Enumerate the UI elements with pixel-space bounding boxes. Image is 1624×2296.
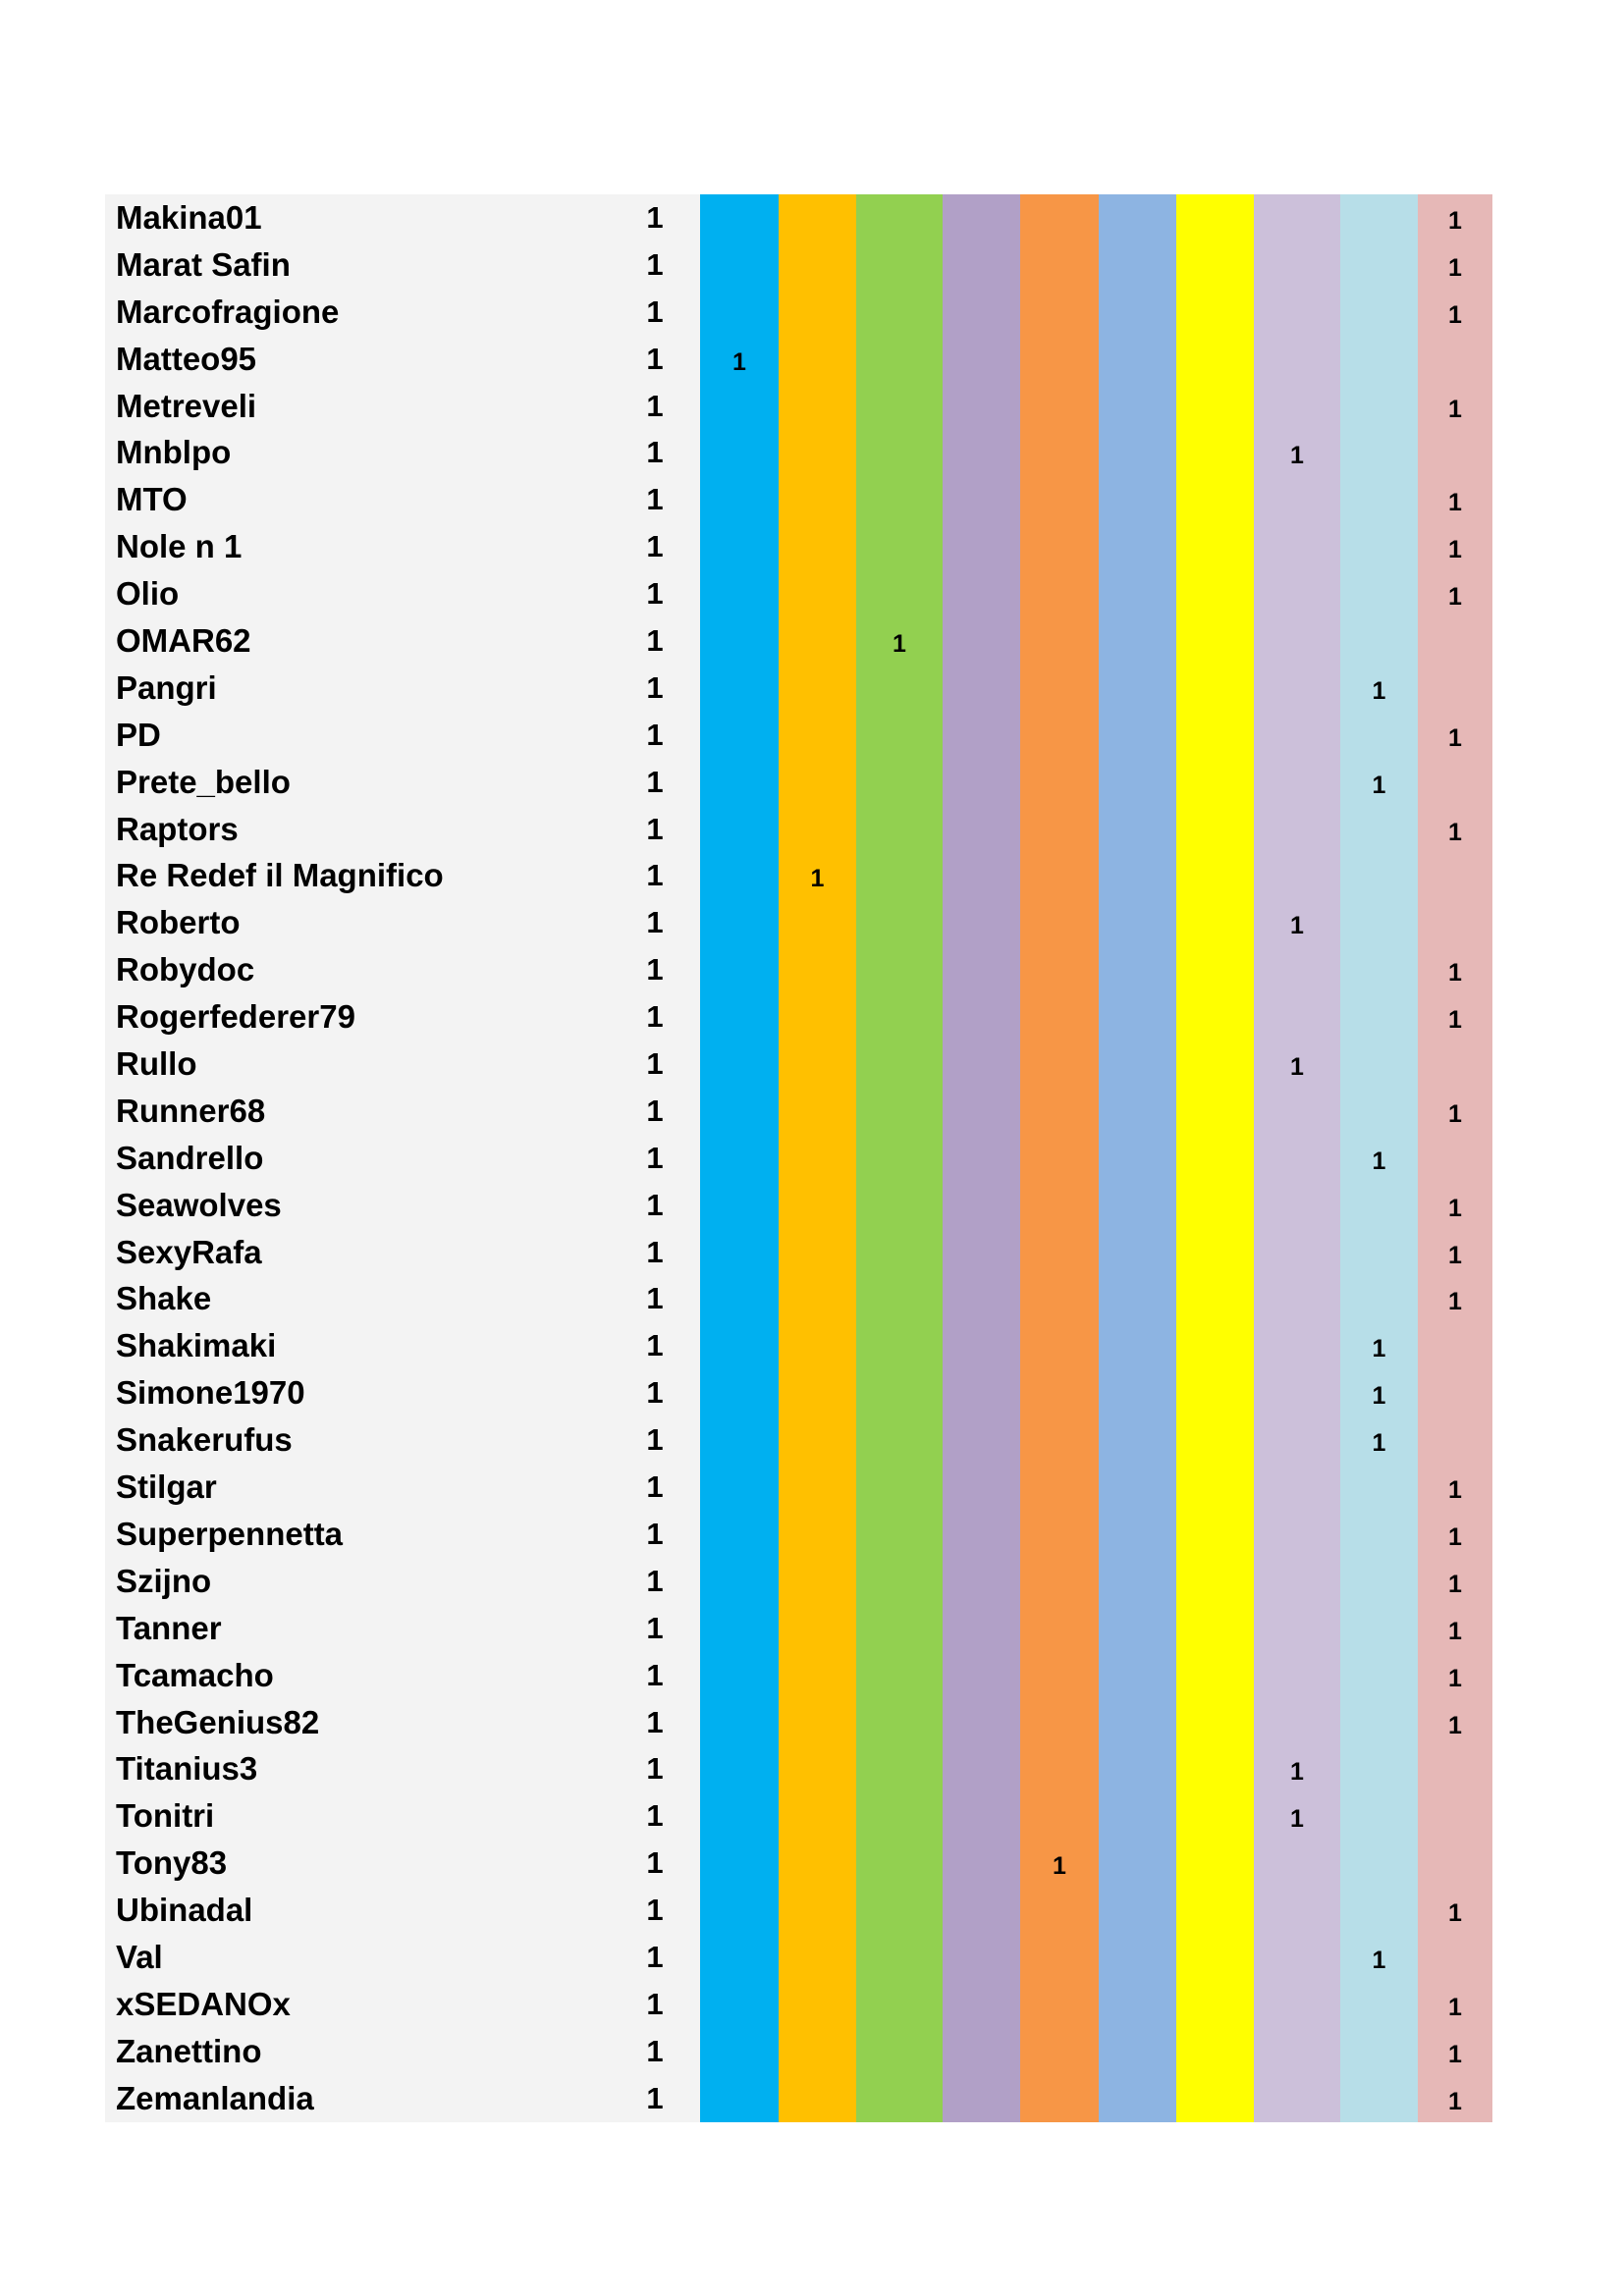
column-mark: 1 bbox=[1448, 489, 1462, 517]
player-name: Rullo bbox=[116, 1045, 197, 1083]
player-name: Roberto bbox=[116, 904, 241, 941]
table-row bbox=[105, 617, 1492, 665]
table-row bbox=[105, 1135, 1492, 1182]
column-mark: 1 bbox=[1448, 959, 1462, 988]
table-row bbox=[105, 1182, 1492, 1229]
column-mark: 1 bbox=[1290, 912, 1304, 940]
player-total: 1 bbox=[646, 1704, 664, 1739]
player-total: 1 bbox=[646, 1657, 664, 1692]
column-mark: 1 bbox=[1448, 1241, 1462, 1269]
player-name: Nole n 1 bbox=[116, 528, 243, 565]
table-rows bbox=[105, 194, 1492, 2122]
player-name: Runner68 bbox=[116, 1092, 266, 1129]
player-name: Zemanlandia bbox=[116, 2079, 314, 2116]
player-name: PD bbox=[116, 716, 161, 753]
column-mark: 1 bbox=[810, 865, 825, 893]
player-name: Marcofragione bbox=[116, 293, 340, 330]
column-mark: 1 bbox=[1372, 1429, 1386, 1458]
player-total: 1 bbox=[646, 294, 664, 329]
table-row bbox=[105, 1934, 1492, 1981]
player-total: 1 bbox=[646, 905, 664, 940]
column-mark: 1 bbox=[1290, 1805, 1304, 1834]
column-mark: 1 bbox=[1448, 1194, 1462, 1222]
table-row bbox=[105, 429, 1492, 476]
column-mark: 1 bbox=[1448, 1522, 1462, 1551]
player-total: 1 bbox=[646, 1563, 664, 1598]
table-row bbox=[105, 1699, 1492, 1746]
player-name: Val bbox=[116, 1938, 163, 1975]
player-total: 1 bbox=[646, 1375, 664, 1411]
player-total: 1 bbox=[646, 2033, 664, 2068]
table-row bbox=[105, 1088, 1492, 1135]
player-name: Raptors bbox=[116, 810, 239, 847]
table-row bbox=[105, 2075, 1492, 2122]
table-row bbox=[105, 2028, 1492, 2075]
table-row bbox=[105, 1275, 1492, 1322]
table-row bbox=[105, 1558, 1492, 1605]
player-name: Titanius3 bbox=[116, 1750, 258, 1788]
player-total: 1 bbox=[646, 1610, 664, 1645]
player-name: Simone1970 bbox=[116, 1374, 305, 1412]
player-name: Mnblpo bbox=[116, 434, 232, 471]
player-name: MTO bbox=[116, 481, 188, 518]
player-total: 1 bbox=[646, 1140, 664, 1175]
player-total: 1 bbox=[646, 1328, 664, 1363]
player-name: SexyRafa bbox=[116, 1233, 262, 1270]
column-mark: 1 bbox=[1448, 1993, 1462, 2021]
table-row bbox=[105, 336, 1492, 383]
player-name: Olio bbox=[116, 575, 180, 613]
player-total: 1 bbox=[646, 341, 664, 376]
player-total: 1 bbox=[646, 1187, 664, 1222]
player-total: 1 bbox=[646, 1751, 664, 1787]
table-row bbox=[105, 665, 1492, 712]
column-mark: 1 bbox=[1448, 253, 1462, 282]
column-mark: 1 bbox=[1290, 1053, 1304, 1082]
table-row bbox=[105, 523, 1492, 570]
table-row bbox=[105, 1605, 1492, 1652]
player-total: 1 bbox=[646, 529, 664, 564]
column-mark: 1 bbox=[1448, 1099, 1462, 1128]
player-name: OMAR62 bbox=[116, 622, 251, 660]
table-row bbox=[105, 1369, 1492, 1416]
player-total: 1 bbox=[646, 764, 664, 799]
player-name: Robydoc bbox=[116, 951, 255, 988]
column-mark: 1 bbox=[1448, 2040, 1462, 2068]
table-row bbox=[105, 289, 1492, 336]
player-name: Ubinadal bbox=[116, 1892, 253, 1929]
column-mark: 1 bbox=[1372, 1335, 1386, 1363]
table-row bbox=[105, 899, 1492, 946]
table-row bbox=[105, 1416, 1492, 1464]
table-row bbox=[105, 1041, 1492, 1088]
player-total: 1 bbox=[646, 246, 664, 282]
player-total: 1 bbox=[646, 1986, 664, 2021]
player-total: 1 bbox=[646, 858, 664, 893]
score-sheet bbox=[105, 194, 1492, 2122]
player-name: Stilgar bbox=[116, 1468, 217, 1506]
column-mark: 1 bbox=[1290, 1758, 1304, 1787]
player-total: 1 bbox=[646, 1281, 664, 1316]
player-name: xSEDANOx bbox=[116, 1985, 291, 2022]
table-row bbox=[105, 1981, 1492, 2028]
table-row bbox=[105, 476, 1492, 523]
player-name: Pangri bbox=[116, 668, 217, 706]
table-row bbox=[105, 759, 1492, 806]
table-row bbox=[105, 806, 1492, 853]
column-mark: 1 bbox=[1372, 1147, 1386, 1175]
player-name: Tcamacho bbox=[116, 1656, 274, 1693]
player-name: Sandrello bbox=[116, 1139, 264, 1176]
table-row bbox=[105, 1229, 1492, 1276]
table-row bbox=[105, 194, 1492, 241]
player-name: Zanettino bbox=[116, 2032, 262, 2069]
column-mark: 1 bbox=[1448, 1570, 1462, 1598]
player-total: 1 bbox=[646, 1046, 664, 1082]
player-total: 1 bbox=[646, 999, 664, 1035]
player-name: Seawolves bbox=[116, 1186, 282, 1223]
player-total: 1 bbox=[646, 1939, 664, 1974]
table-row bbox=[105, 1840, 1492, 1887]
column-mark: 1 bbox=[1372, 1382, 1386, 1411]
player-name: Marat Safin bbox=[116, 245, 291, 283]
player-total: 1 bbox=[646, 952, 664, 988]
table-row bbox=[105, 1652, 1492, 1699]
player-name: Shake bbox=[116, 1280, 212, 1317]
player-name: Shakimaki bbox=[116, 1327, 277, 1364]
player-total: 1 bbox=[646, 717, 664, 752]
player-total: 1 bbox=[646, 1845, 664, 1881]
table-row bbox=[105, 993, 1492, 1041]
player-name: Tony83 bbox=[116, 1844, 228, 1882]
player-total: 1 bbox=[646, 1422, 664, 1458]
table-row bbox=[105, 1464, 1492, 1511]
player-name: Tanner bbox=[116, 1609, 222, 1646]
player-name: Superpennetta bbox=[116, 1515, 344, 1552]
player-name: TheGenius82 bbox=[116, 1703, 320, 1740]
player-name: Re Redef il Magnifico bbox=[116, 857, 444, 894]
column-mark: 1 bbox=[732, 347, 746, 376]
table-row bbox=[105, 383, 1492, 430]
player-total: 1 bbox=[646, 435, 664, 470]
table-row bbox=[105, 1511, 1492, 1558]
column-mark: 1 bbox=[1448, 583, 1462, 612]
column-mark: 1 bbox=[1372, 676, 1386, 705]
player-name: Metreveli bbox=[116, 387, 257, 424]
column-mark: 1 bbox=[1448, 300, 1462, 329]
column-mark: 1 bbox=[1448, 207, 1462, 235]
column-mark: 1 bbox=[1448, 536, 1462, 564]
column-mark: 1 bbox=[1448, 395, 1462, 423]
table-row bbox=[105, 1792, 1492, 1840]
column-mark: 1 bbox=[1448, 1664, 1462, 1692]
player-name: Matteo95 bbox=[116, 340, 257, 377]
player-total: 1 bbox=[646, 1469, 664, 1505]
column-mark: 1 bbox=[1448, 1006, 1462, 1035]
player-name: Makina01 bbox=[116, 199, 262, 236]
column-mark: 1 bbox=[1053, 1852, 1066, 1881]
table-row bbox=[105, 1745, 1492, 1792]
player-total: 1 bbox=[646, 1893, 664, 1928]
player-total: 1 bbox=[646, 1093, 664, 1128]
player-total: 1 bbox=[646, 811, 664, 846]
column-mark: 1 bbox=[1372, 771, 1386, 799]
table-row bbox=[105, 712, 1492, 759]
player-name: Rogerfederer79 bbox=[116, 998, 355, 1036]
player-total: 1 bbox=[646, 576, 664, 612]
player-name: Prete_bello bbox=[116, 763, 291, 800]
column-mark: 1 bbox=[1448, 818, 1462, 846]
column-mark: 1 bbox=[1290, 442, 1304, 470]
table-row bbox=[105, 1322, 1492, 1369]
player-name: Tonitri bbox=[116, 1797, 215, 1835]
player-total: 1 bbox=[646, 482, 664, 517]
column-mark: 1 bbox=[1448, 1711, 1462, 1739]
column-mark: 1 bbox=[1372, 1946, 1386, 1974]
table-row bbox=[105, 946, 1492, 993]
column-mark: 1 bbox=[1448, 1899, 1462, 1928]
player-total: 1 bbox=[646, 669, 664, 705]
column-mark: 1 bbox=[1448, 2087, 1462, 2115]
player-total: 1 bbox=[646, 2080, 664, 2115]
player-total: 1 bbox=[646, 1516, 664, 1551]
table-row bbox=[105, 1887, 1492, 1934]
table-row bbox=[105, 570, 1492, 617]
player-total: 1 bbox=[646, 1234, 664, 1269]
column-mark: 1 bbox=[893, 630, 906, 659]
table-row bbox=[105, 241, 1492, 289]
column-mark: 1 bbox=[1448, 723, 1462, 752]
player-name: Szijno bbox=[116, 1562, 212, 1599]
player-total: 1 bbox=[646, 200, 664, 235]
player-total: 1 bbox=[646, 623, 664, 659]
column-mark: 1 bbox=[1448, 1288, 1462, 1316]
column-mark: 1 bbox=[1448, 1617, 1462, 1645]
table-row bbox=[105, 852, 1492, 899]
column-mark: 1 bbox=[1448, 1476, 1462, 1505]
player-name: Snakerufus bbox=[116, 1421, 293, 1459]
player-total: 1 bbox=[646, 388, 664, 423]
player-total: 1 bbox=[646, 1798, 664, 1834]
